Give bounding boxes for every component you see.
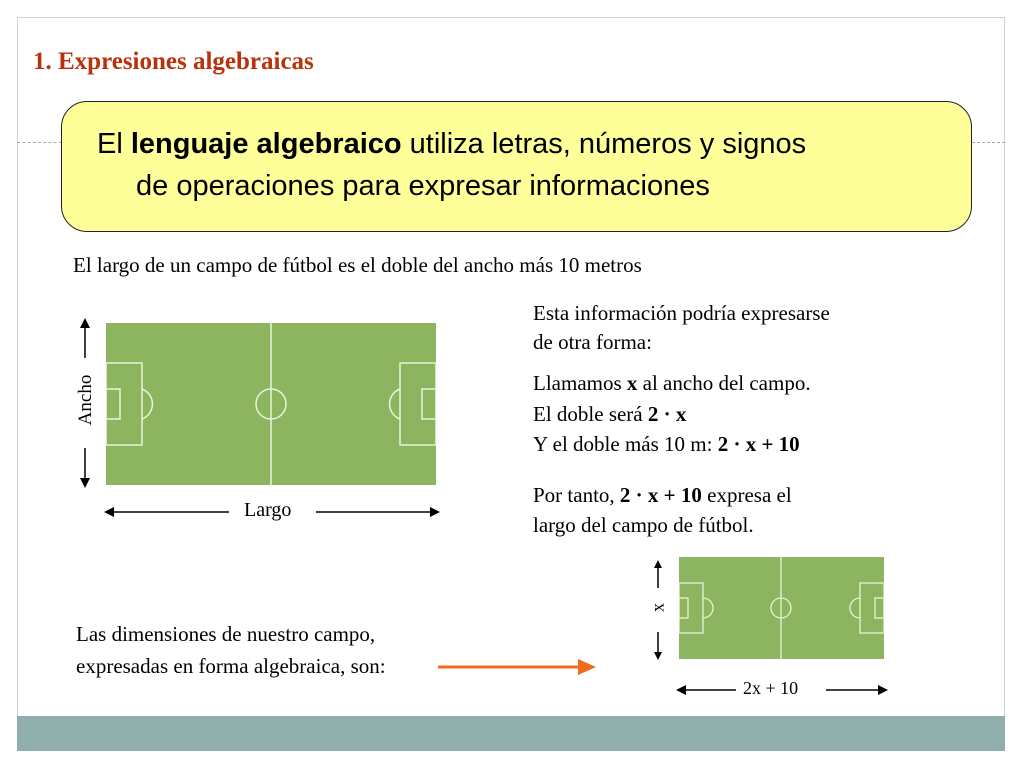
conclusion-line-1: Las dimensiones de nuestro campo, (76, 622, 376, 646)
text-span: Llamamos (533, 371, 627, 395)
ancho-label: Ancho (75, 374, 96, 426)
variable-x: x (626, 371, 638, 395)
explanation-line-5 (533, 432, 800, 457)
callout-text: El (97, 128, 131, 160)
x-label: x (647, 603, 668, 612)
explanation-line-2: de otra forma: (533, 330, 652, 354)
expression-final: 2 · x + 10 (619, 483, 702, 507)
callout-line-2: de operaciones para expresar informaciones (136, 170, 710, 202)
explanation-line-3 (533, 371, 811, 396)
problem-statement: El largo de un campo de fútbol es el doble del ancho más 10 metros (73, 253, 642, 277)
soccer-field-small (679, 557, 884, 659)
explanation-line-1: Esta información podría expresarse (533, 301, 830, 325)
definition-callout (61, 101, 972, 232)
text-span: Y el doble más 10 m: (533, 432, 718, 456)
divider-right (972, 142, 1005, 143)
width-expression-label: 2x + 10 (743, 678, 799, 698)
orange-arrow-icon (438, 657, 598, 677)
explanation-line-6 (533, 483, 792, 508)
footer-bar (17, 716, 1005, 751)
largo-label: Largo (244, 499, 292, 521)
slide-title: 1. Expresiones algebraicas (33, 48, 314, 75)
divider-left (17, 142, 62, 143)
expression-double: 2 · x (647, 402, 687, 426)
callout-line-1 (97, 128, 806, 161)
conclusion-line-2: expresadas en forma algebraica, son: (76, 654, 386, 678)
soccer-field-large (106, 323, 436, 485)
text-span: El doble será (533, 402, 648, 426)
text-span: al ancho del campo. (637, 371, 811, 395)
explanation-line-7: largo del campo de fútbol. (533, 513, 754, 537)
text-span: Por tanto, (533, 483, 620, 507)
explanation-line-4 (533, 402, 686, 427)
text-span: expresa el (701, 483, 792, 507)
callout-text: utiliza letras, números y signos (401, 128, 807, 160)
expression-plus-ten: 2 · x + 10 (717, 432, 800, 456)
callout-keyword: lenguaje algebraico (130, 128, 402, 160)
